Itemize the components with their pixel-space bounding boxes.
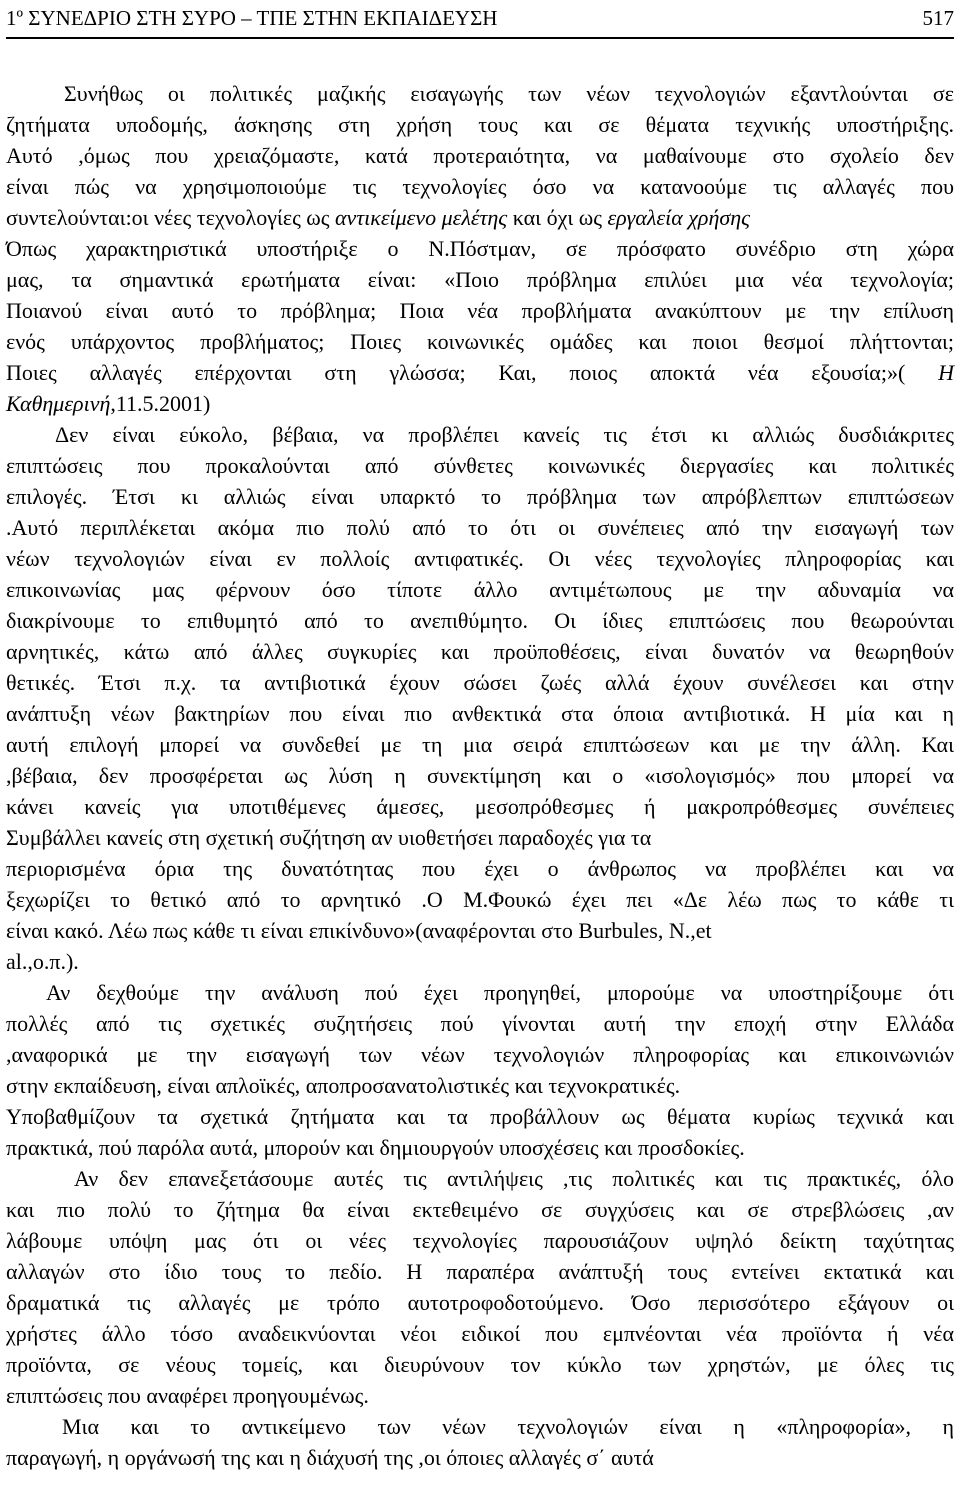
text-line: ,βέβαια, δεν προσφέρεται ως λύση η συνεκτίμηση και ο «ισολογισμός» που μπορεί να [6,763,954,788]
newspaper-name: Καθημερινή [6,391,111,416]
text-line: πολλές από τις σχετικές συζητήσεις πού γίνονται αυτή την εποχή στην Ελλάδα [6,1011,954,1036]
text-line: προϊόντα, σε νέους τομείς, και διευρύνουν τον κύκλο των χρηστών, με όλες τις [6,1352,954,1377]
text-line: .Αυτό περιπλέκεται ακόμα πιο πολύ από το ότι οι συνέπειες από την εισαγωγή των [6,515,954,540]
text-line: ζητήματα υποδομής, άσκησης στη χρήση τους και σε θέματα τεχνικής υποστήριξης. [6,112,954,137]
text-line: επιλογές. Έτσι κι αλλιώς είναι υπαρκτό το πρόβλημα των απρόβλεπτων επιπτώσεων [6,484,954,509]
page-header [6,0,954,36]
text-line [6,202,954,233]
text-line: λάβουμε υπόψη μας ότι οι νέες τεχνολογίες παρουσιάζουν υψηλό δείκτη ταχύτητας [6,1228,954,1253]
text-line: περιορισμένα όρια της δυνατότητας που έχει ο άνθρωπος να προβλέπει και να [6,856,954,881]
text-line: ενός υπάρχοντος προβλήματος; Ποιες κοινωνικές ομάδες και ποιοι θεσμοί πλήττονται; [6,329,954,354]
text-run: Ποιες αλλαγές επέρχονται στη γλώσσα; Και, ποιος αποκτά νέα εξουσία;»( [6,360,939,385]
text-line: επιπτώσεις που αναφέρει προηγουμένως. [6,1383,369,1408]
text-line: ανάπτυξη νέων βακτηρίων που είναι πιο ανθεκτικά στα όποια αντιβιοτικά. Η μία και η [6,701,954,726]
text-line: είναι πώς να χρησιμοποιούμε τις τεχνολογίες όσο να κατανοούμε τις αλλαγές που [6,174,954,199]
text-line: Συνήθως οι πολιτικές μαζικής εισαγωγής των νέων τεχνολογιών εξαντλούνται σε [64,81,954,106]
text-run: ,11.5.2001) [110,391,211,416]
text-line: Δεν είναι εύκολο, βέβαια, να προβλέπει κανείς τις έτσι κι αλλιώς δυσδιάκριτες [55,422,954,447]
text-line: είναι κακό. Λέω πως κάθε τι είναι επικίνδυνο»(αναφέρονται στο Burbules, N.,et [6,918,712,943]
text-line: κάνει κανείς για υποτιθέμενες άμεσες, μεσοπρόθεσμες ή μακροπρόθεσμες συνέπειες [6,794,954,819]
running-title: 1º ΣΥΝΕΔΡΙΟ ΣΤΗ ΣΥΡΟ – ΤΠΕ ΣΤΗΝ ΕΚΠΑΙΔΕΥΣΗ [6,6,498,30]
text-line: στην εκπαίδευση, είναι απλοϊκές, αποπροσανατολιστικές και τεχνοκρατικές. [6,1073,681,1098]
text-line: ξεχωρίζει το θετικό από το αρνητικό .Ο Μ.Φουκώ έχει πει «Δε λέω πως το κάθε τι [6,887,954,912]
text-line: νέων τεχνολογιών είναι εν πολλοίς αντιφατικές. Οι νέες τεχνολογίες πληροφορίας και [6,546,954,571]
text-line: θετικές. Έτσι π.χ. τα αντιβιοτικά έχουν σώσει ζωές αλλά έχουν συνέλεσει και στην [6,670,954,695]
text-line [6,357,954,388]
text-line: επικοινωνίας μας φέρνουν όσο τίποτε άλλο αντιμέτωπους με την αδυναμία να [6,577,954,602]
text-line: πρακτικά, πού παρόλα αυτά, μπορούν και δημιουργούν υποσχέσεις και προσδοκίες. [6,1135,745,1160]
text-line: δραματικά τις αλλαγές με τρόπο αυτοτροφοδοτούμενο. Όσο περισσότερο εξάγουν οι [6,1290,954,1315]
emphasis-text: εργαλεία χρήσης [607,205,751,230]
emphasis-text: αντικείμενο μελέτης [334,205,508,230]
text-line: Αν δεχθούμε την ανάλυση πού έχει προηγηθεί, μπορούμε να υποστηρίξουμε ότι [46,980,954,1005]
text-line: και πιο πολύ το ζήτημα θα είναι εκτεθειμένο σε συγχύσεις και σε στρεβλώσεις ,αν [6,1197,954,1222]
text-line: διακρίνουμε το επιθυμητό από το ανεπιθύμητο. Οι ίδιες επιπτώσεις που θεωρούνται [6,608,954,633]
text-run: συντελούνται:οι νέες τεχνολογίες ως [6,205,335,230]
text-line: αρνητικές, κάτω από άλλες συγκυρίες και προϋποθέσεις, είναι δυνατόν να θεωρηθούν [6,639,954,664]
text-line: Όπως χαρακτηριστικά υποστήριξε ο Ν.Πόστμαν, σε πρόσφατο συνέδριο στη χώρα [6,236,954,261]
text-line: επιπτώσεις που προκαλούνται από σύνθετες κοινωνικές διεργασίες και πολιτικές [6,453,954,478]
text-line: Μια και το αντικείμενο των νέων τεχνολογιών είναι η «πληροφορία», η [62,1414,954,1439]
text-line: χρήστες άλλο τόσο αναδεικνύονται νέοι ειδικοί που εμπνέονται νέα προϊόντα ή νέα [6,1321,954,1346]
text-line: al.,ο.π.). [6,949,79,974]
document-body [6,78,954,1473]
header-divider [6,37,954,39]
text-line: ,αναφορικά με την εισαγωγή των νέων τεχνολογιών πληροφορίας και επικοινωνιών [6,1042,954,1067]
text-line: Αυτό ,όμως που χρειαζόμαστε, κατά προτεραιότητα, να μαθαίνουμε στο σχολείο δεν [6,143,954,168]
text-line: Υποβαθμίζουν τα σχετικά ζητήματα και τα προβάλλουν ως θέματα κυρίως τεχνικά και [6,1104,954,1129]
text-line: μας, τα σημαντικά ερωτήματα είναι: «Ποιο πρόβλημα επιλύει μια νέα τεχνολογία; [6,267,954,292]
text-line [6,388,954,419]
text-line: Αν δεν επανεξετάσουμε αυτές τις αντιλήψεις ,τις πολιτικές και τις πρακτικές, όλο [74,1166,954,1191]
text-line: παραγωγή, η οργάνωσή της και η διάχυσή της ,οι όποιες αλλαγές σ΄ αυτά [6,1445,654,1470]
text-line: αυτή επιλογή μπορεί να συνδεθεί με τη μια σειρά επιπτώσεων και με την άλλη. Και [6,732,954,757]
emphasis-text: Η [938,360,954,385]
page-number: 517 [922,6,954,30]
text-run: και όχι ως [507,205,608,230]
text-line: Συμβάλλει κανείς στη σχετική συζήτηση αν υιοθετήσει παραδοχές για τα [6,825,652,850]
text-line: Ποιανού είναι αυτό το πρόβλημα; Ποια νέα προβλήματα ανακύπτουν με την επίλυση [6,298,954,323]
text-line: αλλαγών στο ίδιο τους το πεδίο. Η παραπέρα ανάπτυξή τους εντείνει εκτατικά και [6,1259,954,1284]
